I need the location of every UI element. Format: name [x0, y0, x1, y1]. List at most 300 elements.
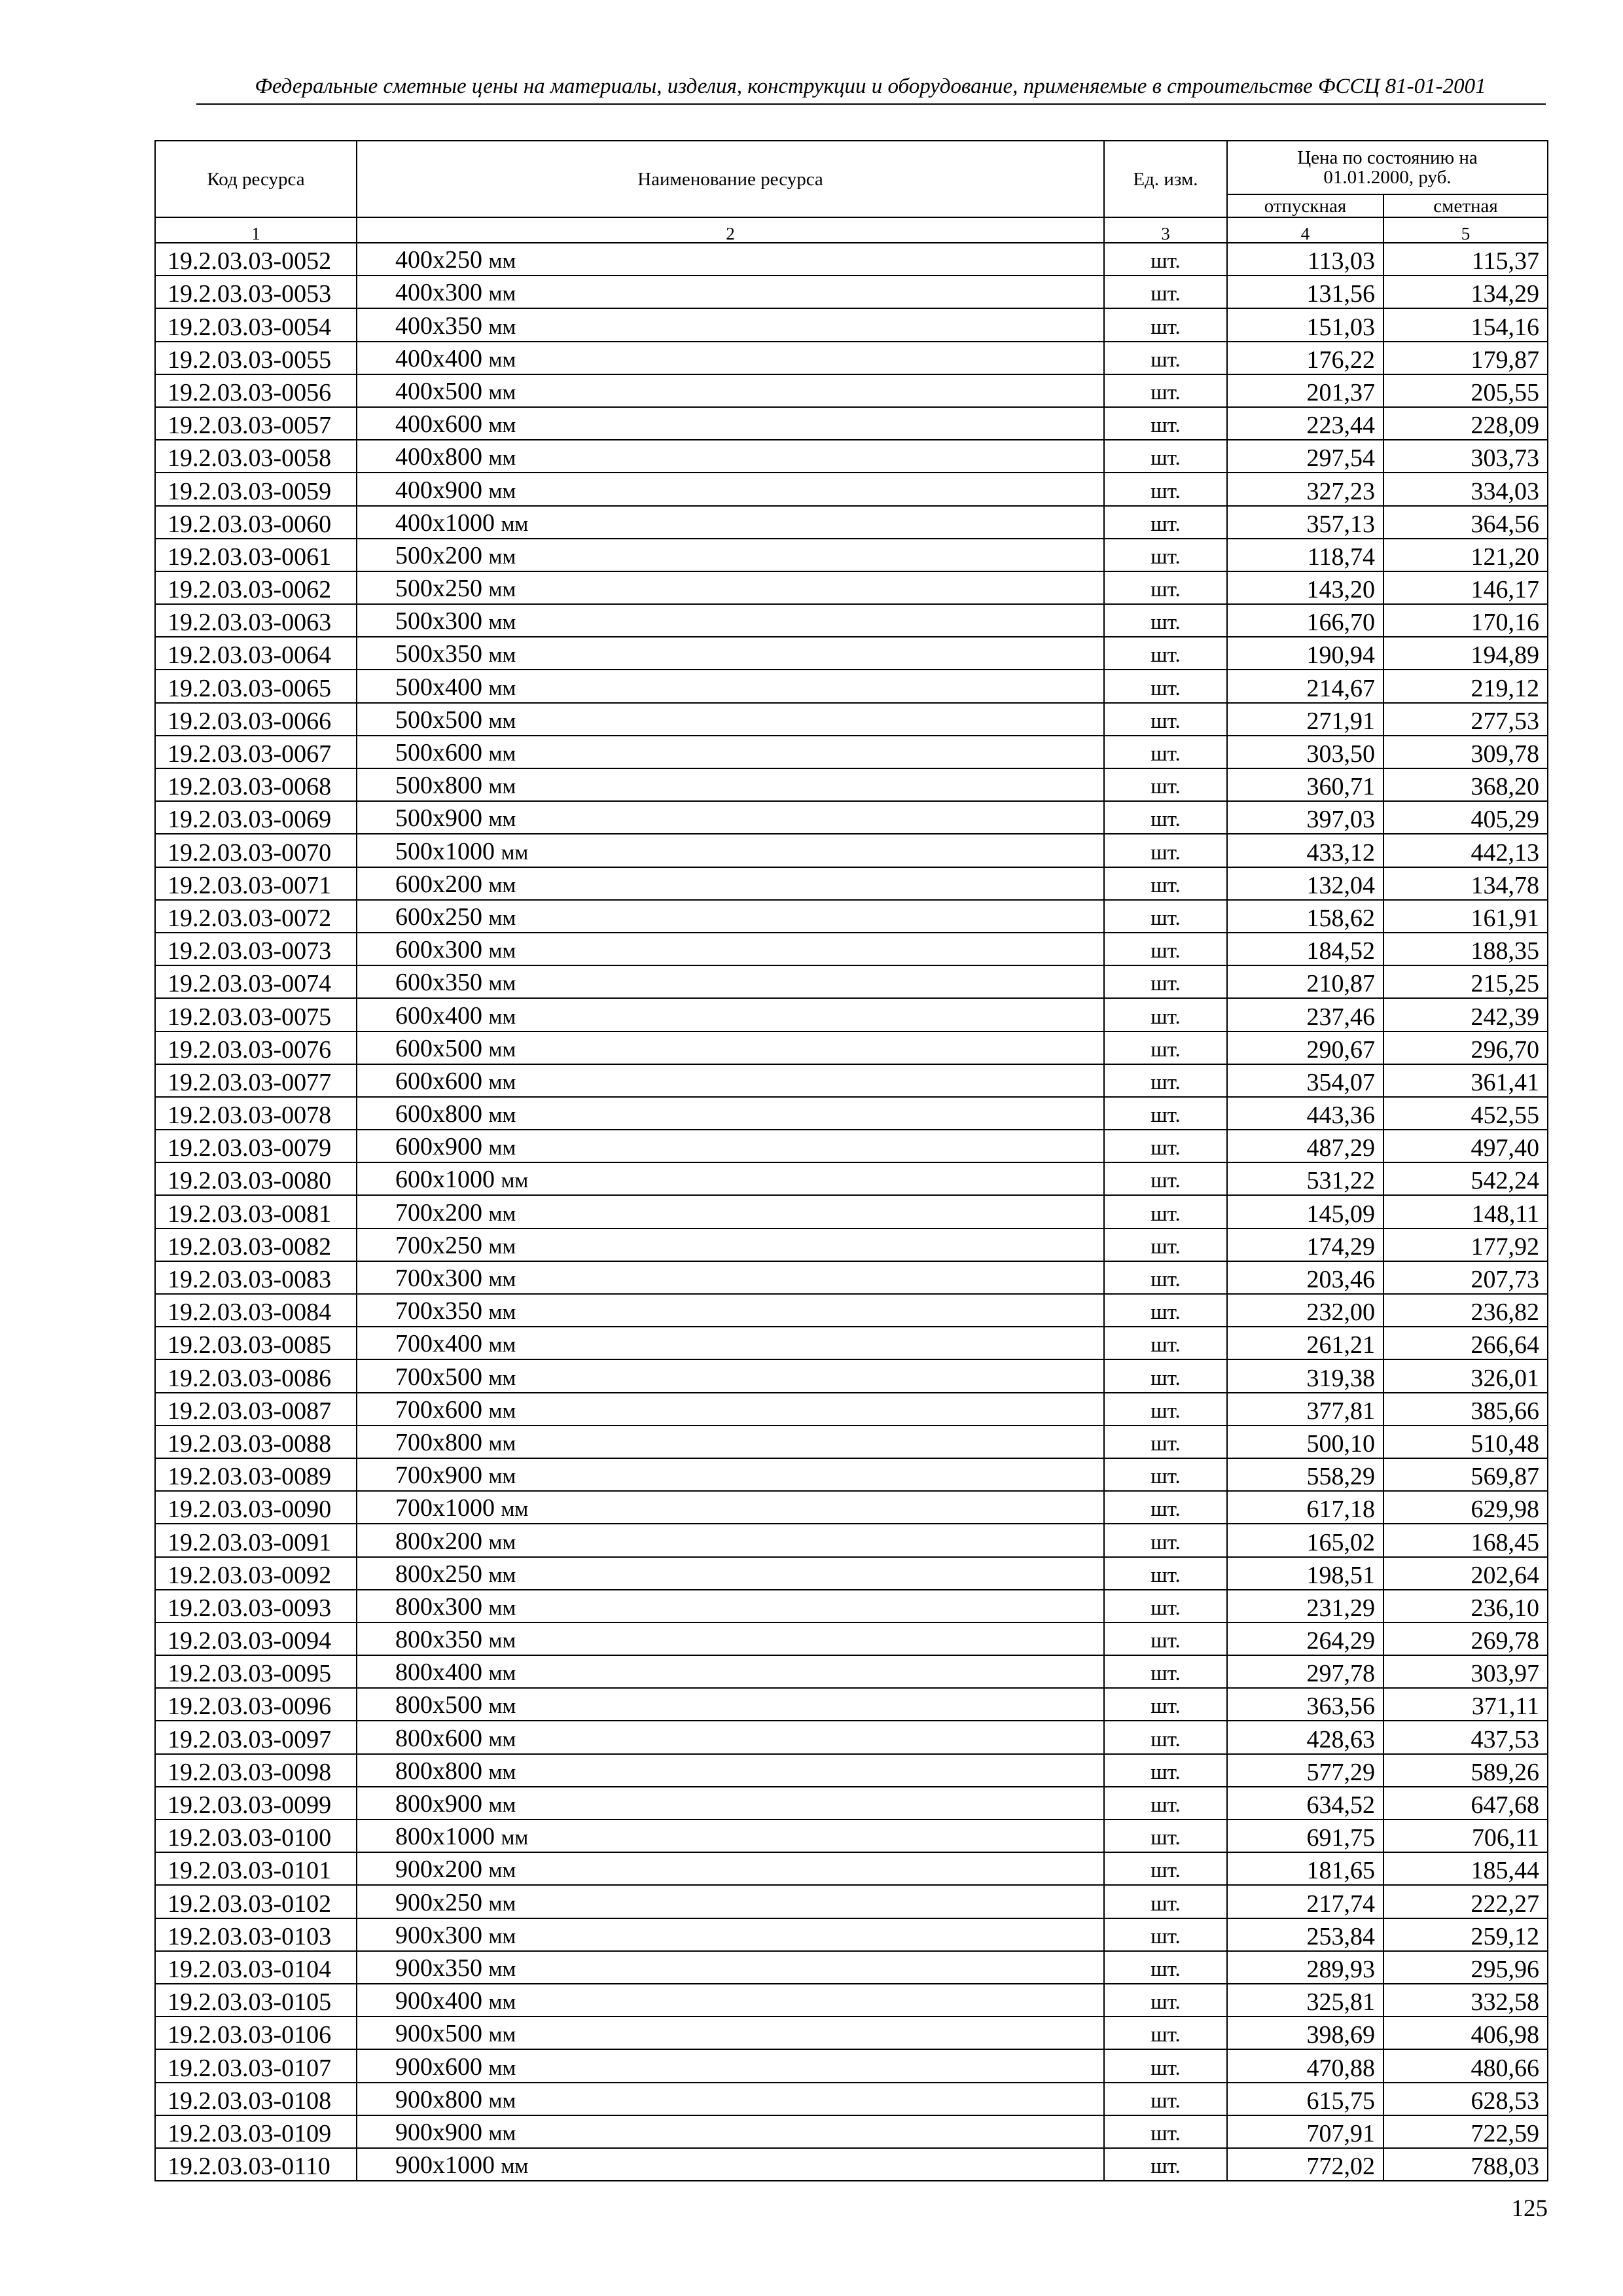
resource-name: [357, 1852, 1104, 1885]
resource-code: 19.2.03.03-0085: [155, 1327, 357, 1359]
unit-of-measure: шт.: [1104, 342, 1227, 374]
table-row: [155, 1984, 1548, 2017]
resource-name: [357, 308, 1104, 341]
resource-size: 400x800: [395, 443, 482, 471]
price-estimate: 121,20: [1383, 539, 1548, 571]
table-row: [155, 1097, 1548, 1130]
resource-code: 19.2.03.03-0075: [155, 998, 357, 1031]
resource-size: 900x400: [395, 1987, 482, 2015]
unit-of-measure: шт.: [1104, 1524, 1227, 1556]
price-release: 500,10: [1227, 1426, 1383, 1458]
price-release: 174,29: [1227, 1229, 1383, 1261]
resource-name: [357, 604, 1104, 637]
resource-size-unit: мм: [488, 1103, 516, 1128]
unit-of-measure: шт.: [1104, 604, 1227, 637]
price-estimate: 242,39: [1383, 998, 1548, 1031]
resource-size: 700x300: [395, 1265, 482, 1292]
resource-code: 19.2.03.03-0072: [155, 900, 357, 933]
resource-size-unit: мм: [501, 2155, 529, 2179]
resource-name: [357, 539, 1104, 571]
table-row: [155, 1162, 1548, 1195]
unit-of-measure: шт.: [1104, 1294, 1227, 1327]
table-row: [155, 1261, 1548, 1294]
resource-name: [357, 571, 1104, 604]
unit-of-measure: шт.: [1104, 1426, 1227, 1458]
unit-of-measure: шт.: [1104, 900, 1227, 933]
resource-code: 19.2.03.03-0058: [155, 440, 357, 473]
table-row: [155, 1195, 1548, 1228]
column-number: 3: [1104, 217, 1227, 243]
resource-code: 19.2.03.03-0071: [155, 867, 357, 900]
price-estimate: 296,70: [1383, 1031, 1548, 1064]
price-estimate: 569,87: [1383, 1458, 1548, 1491]
table-row: [155, 1688, 1548, 1721]
table-row: [155, 1787, 1548, 1820]
resource-code: 19.2.03.03-0109: [155, 2115, 357, 2148]
unit-of-measure: шт.: [1104, 1590, 1227, 1623]
price-estimate: 442,13: [1383, 834, 1548, 867]
price-estimate: 406,98: [1383, 2017, 1548, 2049]
price-estimate: 134,29: [1383, 276, 1548, 308]
table-row: [155, 2148, 1548, 2181]
resource-code: 19.2.03.03-0080: [155, 1162, 357, 1195]
resource-size: 400x250: [395, 246, 482, 274]
resource-size-unit: мм: [488, 1957, 516, 1981]
resource-size: 400x900: [395, 476, 482, 504]
resource-code: 19.2.03.03-0108: [155, 2083, 357, 2115]
resource-size: 900x250: [395, 1888, 482, 1916]
price-estimate: 722,59: [1383, 2115, 1548, 2148]
table-row: [155, 604, 1548, 637]
price-estimate: 207,73: [1383, 1261, 1548, 1294]
resource-code: 19.2.03.03-0104: [155, 1951, 357, 1984]
table-row: [155, 1820, 1548, 1852]
resource-name: [357, 1984, 1104, 2017]
resource-size-unit: мм: [488, 1037, 516, 1062]
resource-code: 19.2.03.03-0089: [155, 1458, 357, 1491]
resource-name: [357, 1754, 1104, 1787]
resource-size: 500x350: [395, 640, 482, 668]
price-estimate: 202,64: [1383, 1557, 1548, 1590]
price-estimate: 194,89: [1383, 637, 1548, 670]
unit-of-measure: шт.: [1104, 1491, 1227, 1524]
header-name: Наименование ресурса: [357, 141, 1104, 217]
resource-code: 19.2.03.03-0060: [155, 506, 357, 539]
resource-code: 19.2.03.03-0105: [155, 1984, 357, 2017]
table-row: [155, 965, 1548, 998]
resource-size: 500x800: [395, 772, 482, 800]
table-row: [155, 1885, 1548, 1918]
resource-size: 800x1000: [395, 1823, 495, 1851]
resource-name: [357, 2049, 1104, 2082]
resource-code: 19.2.03.03-0069: [155, 801, 357, 834]
resource-code: 19.2.03.03-0070: [155, 834, 357, 867]
table-row: [155, 1623, 1548, 1655]
price-release: 261,21: [1227, 1327, 1383, 1359]
resource-size: 900x350: [395, 1954, 482, 1982]
resource-code: 19.2.03.03-0074: [155, 965, 357, 998]
table-row: [155, 1031, 1548, 1064]
price-release: 363,56: [1227, 1688, 1383, 1721]
price-estimate: 303,73: [1383, 440, 1548, 473]
price-estimate: 266,64: [1383, 1327, 1548, 1359]
header-rule: [196, 103, 1546, 105]
resource-code: 19.2.03.03-0065: [155, 670, 357, 702]
resource-size-unit: мм: [488, 2089, 516, 2113]
unit-of-measure: шт.: [1104, 1820, 1227, 1852]
resource-name: [357, 1261, 1104, 1294]
price-release: 303,50: [1227, 736, 1383, 768]
resource-size-unit: мм: [488, 1760, 516, 1784]
price-release: 297,78: [1227, 1655, 1383, 1688]
price-estimate: 385,66: [1383, 1393, 1548, 1426]
price-release: 132,04: [1227, 867, 1383, 900]
price-estimate: 326,01: [1383, 1359, 1548, 1392]
resource-size: 600x300: [395, 936, 482, 964]
resource-code: 19.2.03.03-0106: [155, 2017, 357, 2049]
resource-size-unit: мм: [488, 1990, 516, 2015]
resource-size: 900x1000: [395, 2151, 495, 2179]
price-release: 354,07: [1227, 1064, 1383, 1097]
resource-name: [357, 2115, 1104, 2148]
resource-code: 19.2.03.03-0055: [155, 342, 357, 374]
resource-name: [357, 1195, 1104, 1228]
column-number: 5: [1383, 217, 1548, 243]
unit-of-measure: шт.: [1104, 1458, 1227, 1491]
price-estimate: 236,82: [1383, 1294, 1548, 1327]
resource-size: 700x200: [395, 1198, 482, 1227]
price-estimate: 115,37: [1383, 243, 1548, 276]
resource-size-unit: мм: [488, 348, 516, 372]
resource-size-unit: мм: [488, 1793, 516, 1817]
table-row: [155, 1327, 1548, 1359]
price-estimate: 480,66: [1383, 2049, 1548, 2082]
table-row: [155, 736, 1548, 768]
resource-name: [357, 2083, 1104, 2115]
unit-of-measure: шт.: [1104, 1097, 1227, 1130]
unit-of-measure: шт.: [1104, 1754, 1227, 1787]
resource-name: [357, 900, 1104, 933]
price-release: 617,18: [1227, 1491, 1383, 1524]
price-estimate: 437,53: [1383, 1721, 1548, 1753]
table-row: [155, 637, 1548, 670]
resource-size-unit: мм: [488, 939, 516, 963]
table-row: [155, 1294, 1548, 1327]
column-number-row: [155, 217, 1548, 243]
resource-size: 900x300: [395, 1921, 482, 1949]
price-release: 165,02: [1227, 1524, 1383, 1556]
resource-size: 700x800: [395, 1428, 482, 1456]
table-row: [155, 539, 1548, 571]
resource-size-unit: мм: [488, 1366, 516, 1390]
resource-size-unit: мм: [488, 1136, 516, 1160]
resource-size: 700x250: [395, 1231, 482, 1259]
resource-size-unit: мм: [488, 1727, 516, 1751]
resource-size: 900x200: [395, 1856, 482, 1884]
resource-size: 400x350: [395, 312, 482, 340]
table-row: [155, 1064, 1548, 1097]
resource-size: 800x500: [395, 1691, 482, 1719]
resource-size: 700x400: [395, 1330, 482, 1358]
unit-of-measure: шт.: [1104, 374, 1227, 407]
unit-of-measure: шт.: [1104, 243, 1227, 276]
unit-of-measure: шт.: [1104, 736, 1227, 768]
table-row: [155, 1557, 1548, 1590]
resource-code: 19.2.03.03-0081: [155, 1195, 357, 1228]
resource-size: 500x900: [395, 804, 482, 833]
resource-size-unit: мм: [488, 873, 516, 897]
resource-code: 19.2.03.03-0088: [155, 1426, 357, 1458]
price-release: 166,70: [1227, 604, 1383, 637]
resource-name: [357, 1426, 1104, 1458]
price-release: 289,93: [1227, 1951, 1383, 1984]
price-release: 118,74: [1227, 539, 1383, 571]
resource-code: 19.2.03.03-0078: [155, 1097, 357, 1130]
resource-name: [357, 965, 1104, 998]
price-estimate: 364,56: [1383, 506, 1548, 539]
price-release: 237,46: [1227, 998, 1383, 1031]
price-release: 231,29: [1227, 1590, 1383, 1623]
price-release: 634,52: [1227, 1787, 1383, 1820]
resource-size: 800x900: [395, 1790, 482, 1818]
resource-size-unit: мм: [488, 742, 516, 766]
resource-size: 900x900: [395, 2118, 482, 2146]
price-release: 264,29: [1227, 1623, 1383, 1655]
resource-name: [357, 1097, 1104, 1130]
price-estimate: 542,24: [1383, 1162, 1548, 1195]
resource-name: [357, 1327, 1104, 1359]
resource-name: [357, 2148, 1104, 2181]
table-body: [155, 243, 1548, 2181]
resource-name: [357, 407, 1104, 440]
resource-name: [357, 1359, 1104, 1392]
resource-code: 19.2.03.03-0099: [155, 1787, 357, 1820]
unit-of-measure: шт.: [1104, 1327, 1227, 1359]
resource-code: 19.2.03.03-0077: [155, 1064, 357, 1097]
price-estimate: 371,11: [1383, 1688, 1548, 1721]
table-row: [155, 308, 1548, 341]
resource-size: 900x600: [395, 2053, 482, 2081]
resource-name: [357, 342, 1104, 374]
table-header: [155, 141, 1548, 243]
resource-size-unit: мм: [488, 1563, 516, 1587]
price-release: 217,74: [1227, 1885, 1383, 1918]
price-estimate: 170,16: [1383, 604, 1548, 637]
resource-size-unit: мм: [488, 1629, 516, 1653]
unit-of-measure: шт.: [1104, 440, 1227, 473]
resource-size-unit: мм: [488, 775, 516, 799]
table-row: [155, 276, 1548, 308]
unit-of-measure: шт.: [1104, 1229, 1227, 1261]
resource-code: 19.2.03.03-0096: [155, 1688, 357, 1721]
table-row: [155, 2049, 1548, 2082]
resource-size-unit: мм: [501, 1498, 529, 1522]
header-price-estimate: сметная: [1383, 194, 1548, 217]
table-row: [155, 703, 1548, 736]
unit-of-measure: шт.: [1104, 2083, 1227, 2115]
unit-of-measure: шт.: [1104, 1852, 1227, 1885]
price-estimate: 405,29: [1383, 801, 1548, 834]
table-row: [155, 473, 1548, 505]
resource-size-unit: мм: [488, 1005, 516, 1029]
resource-code: 19.2.03.03-0076: [155, 1031, 357, 1064]
column-number: 2: [357, 217, 1104, 243]
price-estimate: 177,92: [1383, 1229, 1548, 1261]
resource-size-unit: мм: [488, 315, 516, 339]
resource-size-unit: мм: [488, 972, 516, 996]
table-row: [155, 407, 1548, 440]
unit-of-measure: шт.: [1104, 703, 1227, 736]
resource-size: 900x500: [395, 2020, 482, 2048]
resource-size-unit: мм: [488, 1695, 516, 1719]
resource-size: 700x1000: [395, 1494, 495, 1522]
resource-name: [357, 834, 1104, 867]
price-table: [154, 140, 1548, 2181]
resource-code: 19.2.03.03-0063: [155, 604, 357, 637]
table-row: [155, 2115, 1548, 2148]
running-header: Федеральные сметные цены на материалы, изделия, конструкции и оборудование, применяемые в строительстве ФССЦ 81-01-2001: [255, 75, 1486, 98]
unit-of-measure: шт.: [1104, 801, 1227, 834]
resource-name: [357, 1688, 1104, 1721]
resource-name: [357, 637, 1104, 670]
resource-size-unit: мм: [488, 1300, 516, 1325]
unit-of-measure: шт.: [1104, 1918, 1227, 1951]
resource-name: [357, 670, 1104, 702]
header-code: Код ресурса: [155, 141, 357, 217]
price-estimate: 510,48: [1383, 1426, 1548, 1458]
unit-of-measure: шт.: [1104, 276, 1227, 308]
price-estimate: 629,98: [1383, 1491, 1548, 1524]
price-estimate: 269,78: [1383, 1623, 1548, 1655]
resource-code: 19.2.03.03-0082: [155, 1229, 357, 1261]
price-release: 558,29: [1227, 1458, 1383, 1491]
price-release: 357,13: [1227, 506, 1383, 539]
price-release: 232,00: [1227, 1294, 1383, 1327]
resource-name: [357, 1590, 1104, 1623]
price-estimate: 228,09: [1383, 407, 1548, 440]
resource-size-unit: мм: [488, 1431, 516, 1456]
resource-code: 19.2.03.03-0092: [155, 1557, 357, 1590]
resource-name: [357, 440, 1104, 473]
resource-code: 19.2.03.03-0061: [155, 539, 357, 571]
resource-code: 19.2.03.03-0073: [155, 933, 357, 965]
table-row: [155, 2017, 1548, 2049]
price-release: 360,71: [1227, 768, 1383, 801]
table-row: [155, 342, 1548, 374]
unit-of-measure: шт.: [1104, 539, 1227, 571]
unit-of-measure: шт.: [1104, 571, 1227, 604]
resource-size: 600x250: [395, 903, 482, 931]
resource-size: 700x600: [395, 1395, 482, 1424]
resource-name: [357, 1393, 1104, 1426]
price-estimate: 309,78: [1383, 736, 1548, 768]
price-estimate: 215,25: [1383, 965, 1548, 998]
price-estimate: 148,11: [1383, 1195, 1548, 1228]
resource-name: [357, 736, 1104, 768]
resource-code: 19.2.03.03-0087: [155, 1393, 357, 1426]
price-release: 145,09: [1227, 1195, 1383, 1228]
header-price-group: Цена по состоянию на 01.01.2000, руб.: [1227, 141, 1548, 194]
resource-code: 19.2.03.03-0103: [155, 1918, 357, 1951]
price-release: 181,65: [1227, 1852, 1383, 1885]
price-estimate: 168,45: [1383, 1524, 1548, 1556]
price-estimate: 277,53: [1383, 703, 1548, 736]
price-estimate: 334,03: [1383, 473, 1548, 505]
table-row: [155, 834, 1548, 867]
price-release: 470,88: [1227, 2049, 1383, 2082]
resource-size-unit: мм: [488, 2023, 516, 2047]
resource-code: 19.2.03.03-0052: [155, 243, 357, 276]
unit-of-measure: шт.: [1104, 768, 1227, 801]
price-release: 377,81: [1227, 1393, 1383, 1426]
price-release: 131,56: [1227, 276, 1383, 308]
table-row: [155, 768, 1548, 801]
resource-size: 600x900: [395, 1133, 482, 1161]
price-release: 297,54: [1227, 440, 1383, 473]
resource-size-unit: мм: [488, 380, 516, 404]
unit-of-measure: шт.: [1104, 1031, 1227, 1064]
price-release: 433,12: [1227, 834, 1383, 867]
resource-size: 700x900: [395, 1462, 482, 1490]
resource-size: 800x250: [395, 1560, 482, 1588]
price-estimate: 361,41: [1383, 1064, 1548, 1097]
price-release: 428,63: [1227, 1721, 1383, 1753]
column-number: 4: [1227, 217, 1383, 243]
price-estimate: 788,03: [1383, 2148, 1548, 2181]
price-release: 577,29: [1227, 1754, 1383, 1787]
resource-size: 600x500: [395, 1034, 482, 1062]
resource-size: 500x200: [395, 541, 482, 569]
resource-size-unit: мм: [488, 2056, 516, 2080]
resource-code: 19.2.03.03-0110: [155, 2148, 357, 2181]
resource-name: [357, 1721, 1104, 1753]
price-estimate: 188,35: [1383, 933, 1548, 965]
resource-name: [357, 1130, 1104, 1162]
resource-name: [357, 243, 1104, 276]
price-estimate: 259,12: [1383, 1918, 1548, 1951]
resource-name: [357, 473, 1104, 505]
resource-size-unit: мм: [488, 1070, 516, 1094]
price-release: 210,87: [1227, 965, 1383, 998]
unit-of-measure: шт.: [1104, 473, 1227, 505]
resource-size-unit: мм: [488, 1333, 516, 1357]
table-row: [155, 1426, 1548, 1458]
price-release: 531,22: [1227, 1162, 1383, 1195]
resource-size-unit: мм: [488, 545, 516, 569]
price-release: 143,20: [1227, 571, 1383, 604]
header-unit: Ед. изм.: [1104, 141, 1227, 217]
price-estimate: 146,17: [1383, 571, 1548, 604]
resource-name: [357, 1064, 1104, 1097]
unit-of-measure: шт.: [1104, 1787, 1227, 1820]
resource-code: 19.2.03.03-0091: [155, 1524, 357, 1556]
resource-size-unit: мм: [501, 1169, 529, 1193]
table-row: [155, 506, 1548, 539]
price-release: 190,94: [1227, 637, 1383, 670]
unit-of-measure: шт.: [1104, 1557, 1227, 1590]
resource-size: 600x350: [395, 969, 482, 997]
table-row: [155, 1852, 1548, 1885]
header-price-release: отпускная: [1227, 194, 1383, 217]
resource-code: 19.2.03.03-0084: [155, 1294, 357, 1327]
price-release: 184,52: [1227, 933, 1383, 965]
price-release: 319,38: [1227, 1359, 1383, 1392]
resource-size: 500x400: [395, 673, 482, 701]
price-estimate: 332,58: [1383, 1984, 1548, 2017]
table-row: [155, 2083, 1548, 2115]
resource-code: 19.2.03.03-0090: [155, 1491, 357, 1524]
resource-name: [357, 933, 1104, 965]
